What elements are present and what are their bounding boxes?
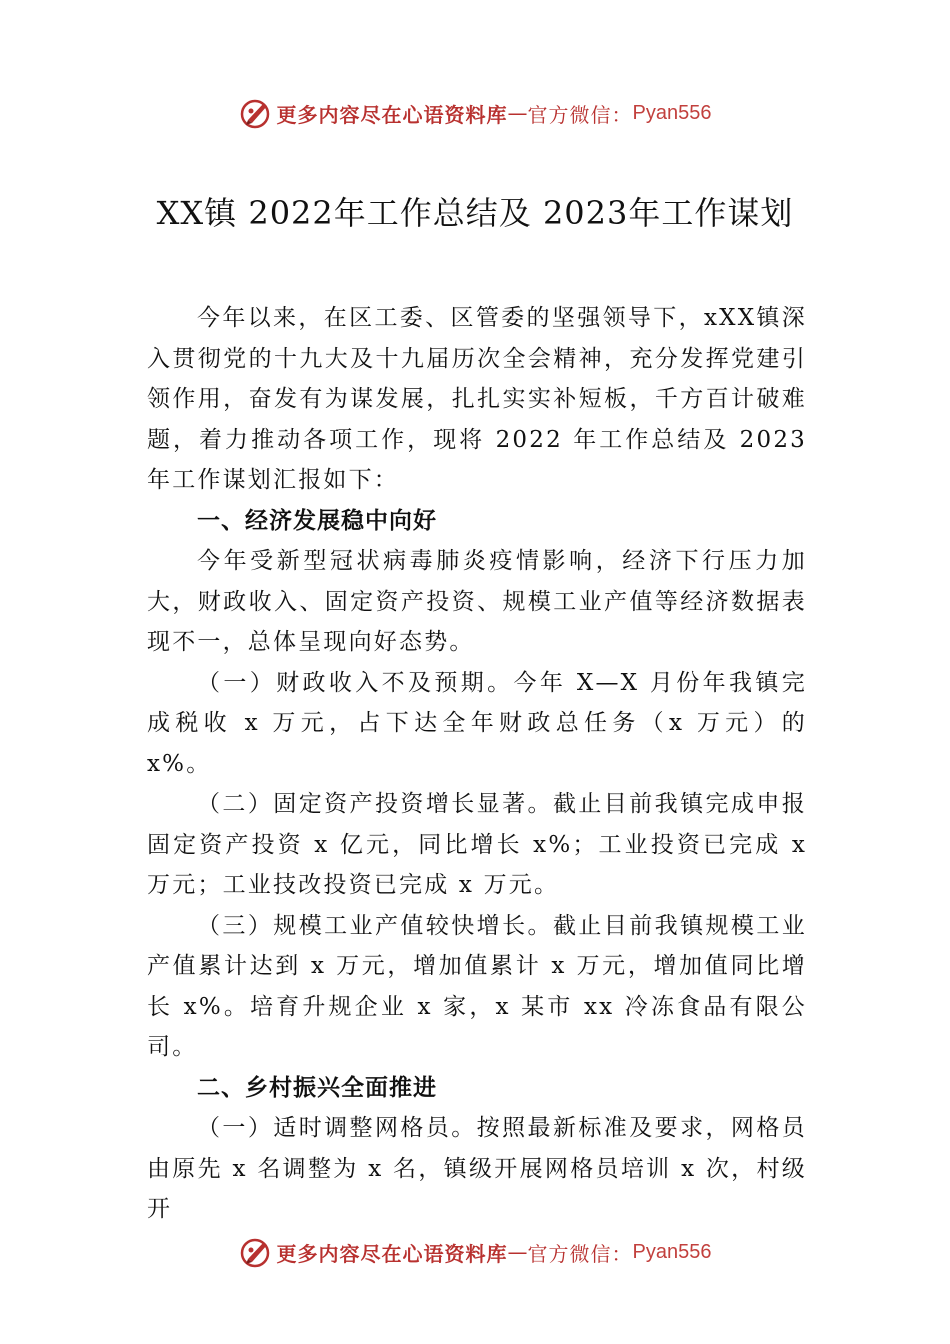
rural-item-grid: （一）适时调整网格员。按照最新标准及要求，网格员由原先 x 名调整为 x 名，镇级开展网格员培训 x 次，村级开 <box>147 1115 807 1222</box>
banner-separator: — <box>507 1240 528 1264</box>
pen-seal-logo-icon <box>239 1235 273 1269</box>
banner-brand: 更多内容尽在心语资料库 <box>276 1241 508 1266</box>
banner-separator: — <box>507 101 528 125</box>
banner-account: Pyan556 <box>632 1240 712 1263</box>
pen-seal-logo-icon <box>239 96 273 130</box>
banner-brand: 更多内容尽在心语资料库 <box>276 102 508 127</box>
economy-item-industry: （三）规模工业产值较快增长。截止目前我镇规模工业产值累计达到 x 万元，增加值累计 x 万元，增加值同比增长 x%。培育升规企业 x 家，x 某市 xx 冷冻食品有限公司。 <box>147 912 807 1060</box>
section-heading-rural: 二、乡村振兴全面推进 <box>197 1074 437 1101</box>
header-banner <box>0 93 950 133</box>
intro-paragraph: 今年以来，在区工委、区管委的坚强领导下，xXX镇深入贯彻党的十九大及十九届历次全会精神，充分发挥党建引领作用，奋发有为谋发展，扎扎实实补短板，千方百计破难题，着力推动各项工作，现将 2022 年工作总结及 2023 年工作谋划汇报如下： <box>147 305 807 493</box>
banner-wechat-label: 官方微信： <box>527 102 633 127</box>
economy-paragraph: 今年受新型冠状病毒肺炎疫情影响，经济下行压力加大，财政收入、固定资产投资、规模工业产值等经济数据表现不一，总体呈现向好态势。 <box>147 548 807 655</box>
footer-banner <box>0 1232 950 1272</box>
economy-item-fiscal: （一）财政收入不及预期。今年 X—X 月份年我镇完成税收 x 万元，占下达全年财政总任务（x 万元）的 x%。 <box>147 669 807 777</box>
banner-account: Pyan556 <box>632 101 712 124</box>
banner-wechat-label: 官方微信： <box>527 1241 633 1266</box>
document-title: XX镇 2022年工作总结及 2023年工作谋划 <box>156 194 794 232</box>
section-heading-economy: 一、经济发展稳中向好 <box>197 507 437 534</box>
economy-item-investment: （二）固定资产投资增长显著。截止目前我镇完成申报固定资产投资 x 亿元，同比增长 x%；工业投资已完成 x 万元；工业技改投资已完成 x 万元。 <box>147 791 807 898</box>
document-body <box>147 298 807 1230</box>
